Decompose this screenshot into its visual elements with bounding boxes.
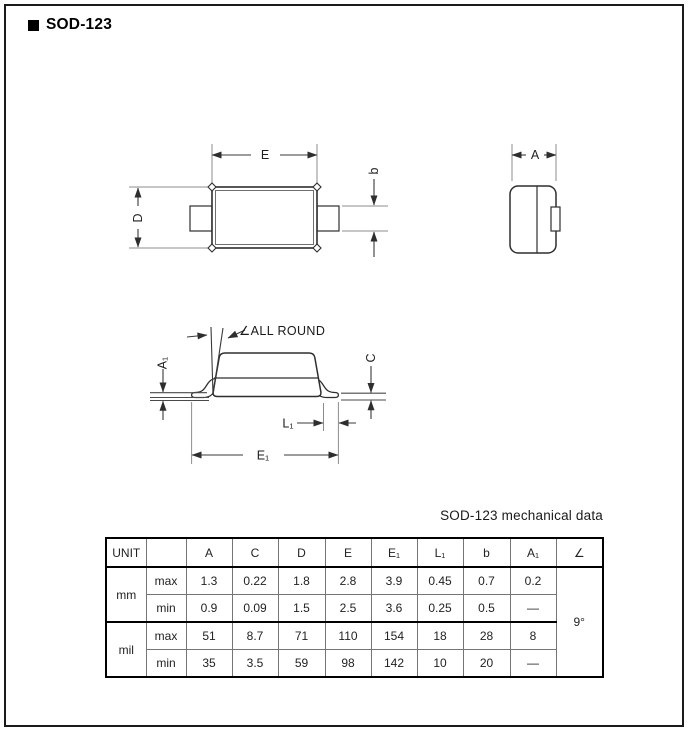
- end-view-lead-tab: [551, 207, 560, 231]
- table-cell: 154: [371, 622, 417, 650]
- table-cell: 1.5: [278, 595, 325, 623]
- row-label-cell: min: [146, 595, 186, 623]
- table-cell: 10: [417, 650, 463, 678]
- side-view-drawing: [150, 324, 386, 464]
- header-cell-angle: ∠: [556, 538, 603, 567]
- top-view-drawing: [129, 144, 388, 257]
- table-cell: 1.3: [186, 567, 232, 595]
- table-cell: 2.5: [325, 595, 371, 623]
- header-cell: L₁: [417, 538, 463, 567]
- header-cell: E₁: [371, 538, 417, 567]
- header-cell: b: [463, 538, 510, 567]
- table-cell: 3.6: [371, 595, 417, 623]
- table-cell: 8: [510, 622, 556, 650]
- unit-cell: mil: [106, 622, 146, 677]
- package-body-top-view: [208, 183, 321, 252]
- header-cell: E: [325, 538, 371, 567]
- dim-label-d: D: [131, 213, 145, 223]
- all-round-note: ∠ALL ROUND: [239, 324, 326, 338]
- table-cell: 142: [371, 650, 417, 678]
- row-label-cell: max: [146, 622, 186, 650]
- table-cell: 0.09: [232, 595, 278, 623]
- table-cell: 1.8: [278, 567, 325, 595]
- table-cell: 20: [463, 650, 510, 678]
- end-view-drawing: [510, 144, 560, 253]
- header-cell: A₁: [510, 538, 556, 567]
- angle-value-cell: 9°: [556, 567, 603, 677]
- page-title: SOD-123: [46, 16, 113, 33]
- table-cell: 3.9: [371, 567, 417, 595]
- dim-label-c: C: [364, 353, 378, 363]
- table-cell: 110: [325, 622, 371, 650]
- table-cell: 98: [325, 650, 371, 678]
- table-caption: SOD-123 mechanical data: [440, 508, 603, 523]
- mechanical-data-table: [105, 537, 604, 678]
- table-cell: 0.45: [417, 567, 463, 595]
- table-cell: 59: [278, 650, 325, 678]
- table-cell: 71: [278, 622, 325, 650]
- table-cell: 0.5: [463, 595, 510, 623]
- dim-label-e: E: [260, 148, 270, 162]
- header-cell: D: [278, 538, 325, 567]
- table-cell: 8.7: [232, 622, 278, 650]
- row-label-cell: min: [146, 650, 186, 678]
- unit-cell: mm: [106, 567, 146, 622]
- header-cell: C: [232, 538, 278, 567]
- header-cell: A: [186, 538, 232, 567]
- header-cell-bound: [146, 538, 186, 567]
- row-label-cell: max: [146, 567, 186, 595]
- table-cell: 0.2: [510, 567, 556, 595]
- dim-label-a1: A₁: [155, 356, 170, 370]
- table-cell: —: [510, 595, 556, 623]
- table-cell: 35: [186, 650, 232, 678]
- package-body-side-view: [213, 353, 321, 397]
- dim-label-l1: L₁: [282, 416, 294, 431]
- header-cell-unit: UNIT: [106, 538, 146, 567]
- table-cell: 0.9: [186, 595, 232, 623]
- table-cell: 28: [463, 622, 510, 650]
- dim-label-a: A: [530, 148, 540, 162]
- package-body-end-view: [510, 186, 560, 253]
- table-cell: 0.7: [463, 567, 510, 595]
- table-cell: 51: [186, 622, 232, 650]
- table-cell: 0.22: [232, 567, 278, 595]
- dim-label-b: b: [367, 167, 381, 175]
- table-cell: —: [510, 650, 556, 678]
- dim-label-e1: E₁: [256, 448, 270, 463]
- table-cell: 3.5: [232, 650, 278, 678]
- table-cell: 18: [417, 622, 463, 650]
- table-cell: 2.8: [325, 567, 371, 595]
- table-cell: 0.25: [417, 595, 463, 623]
